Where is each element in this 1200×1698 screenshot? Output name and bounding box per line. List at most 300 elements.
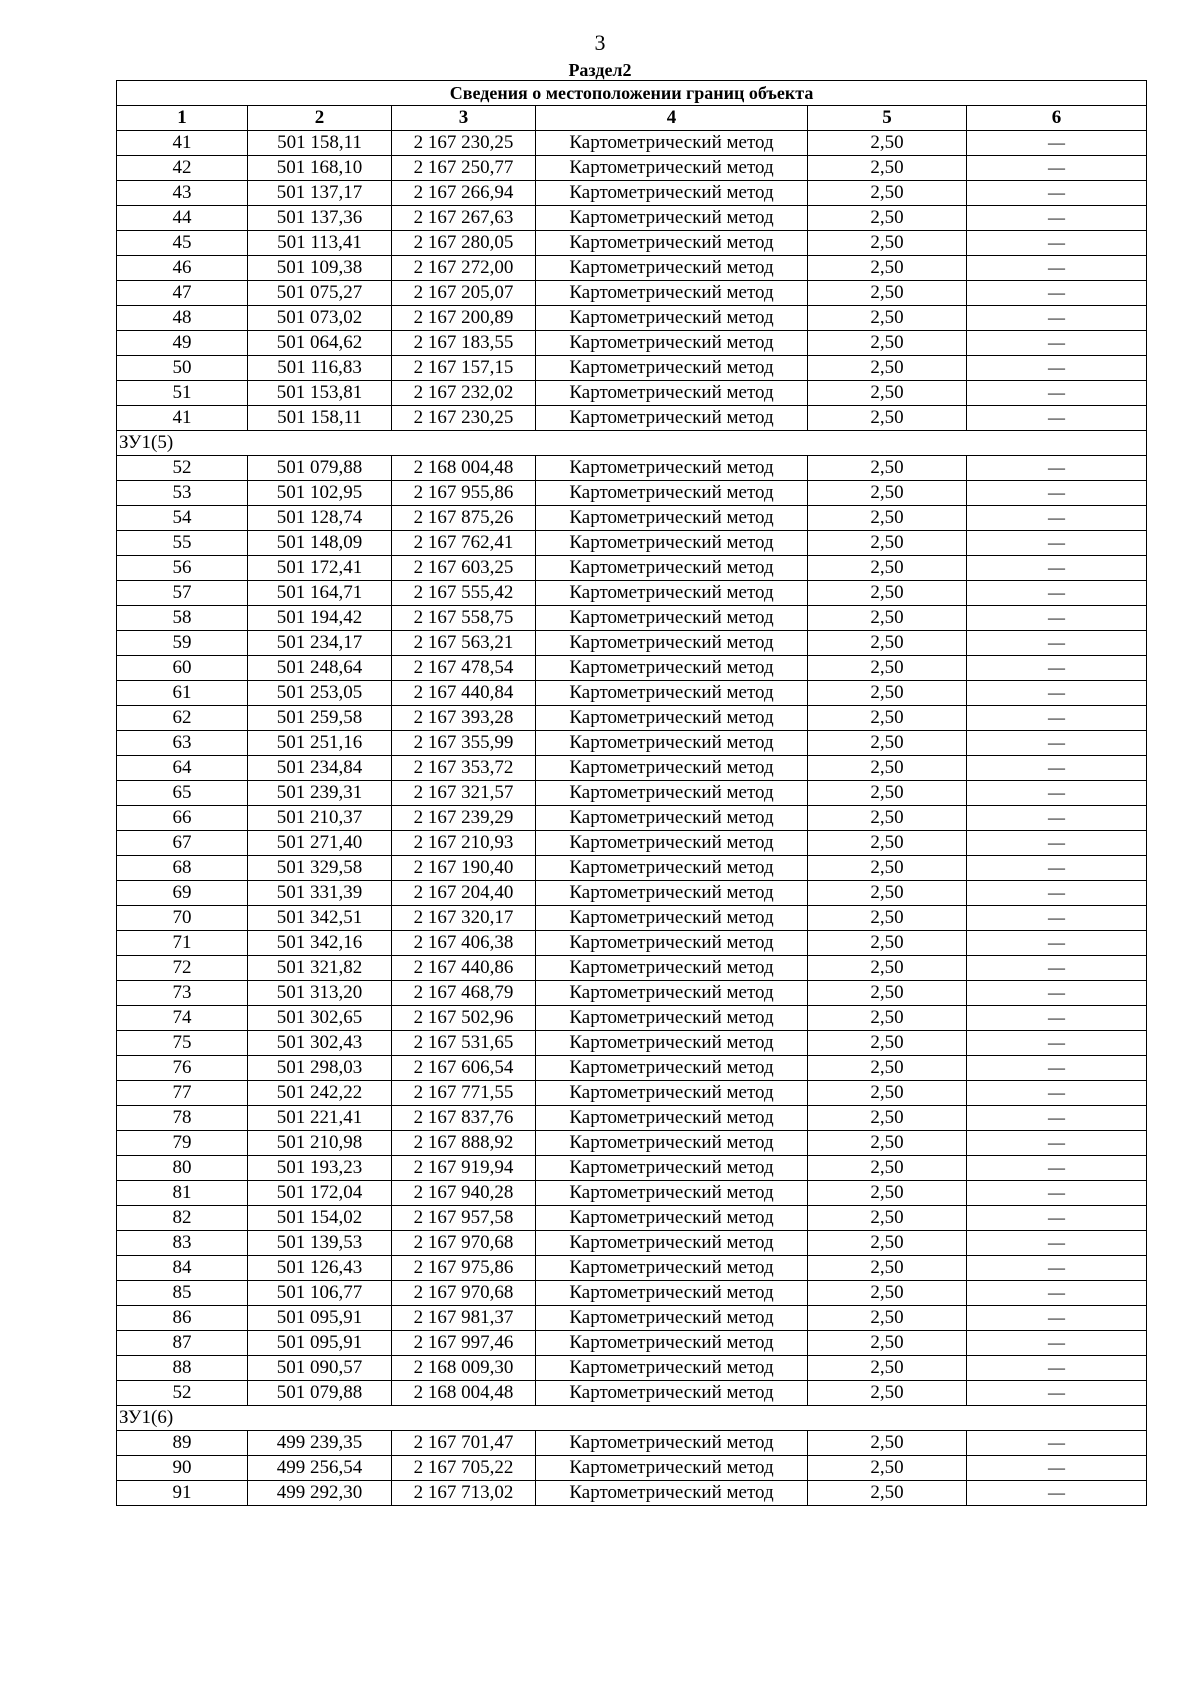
point-number-cell: 78 xyxy=(117,1106,248,1131)
x-coordinate-cell: 501 251,16 xyxy=(248,731,392,756)
point-number-cell: 67 xyxy=(117,831,248,856)
y-coordinate-cell: 2 167 266,94 xyxy=(392,181,536,206)
table-row xyxy=(117,1231,1147,1256)
method-cell: Картометрический метод xyxy=(536,281,808,306)
accuracy-cell: 2,50 xyxy=(808,1256,967,1281)
accuracy-cell: 2,50 xyxy=(808,406,967,431)
x-coordinate-cell: 501 253,05 xyxy=(248,681,392,706)
description-cell: — xyxy=(967,931,1147,956)
y-coordinate-cell: 2 168 004,48 xyxy=(392,456,536,481)
x-coordinate-cell: 501 210,37 xyxy=(248,806,392,831)
description-cell: — xyxy=(967,356,1147,381)
y-coordinate-cell: 2 167 563,21 xyxy=(392,631,536,656)
table-row xyxy=(117,406,1147,431)
description-cell: — xyxy=(967,1031,1147,1056)
point-number-cell: 46 xyxy=(117,256,248,281)
description-cell: — xyxy=(967,1231,1147,1256)
method-cell: Картометрический метод xyxy=(536,656,808,681)
method-cell: Картометрический метод xyxy=(536,1356,808,1381)
accuracy-cell: 2,50 xyxy=(808,1131,967,1156)
point-number-cell: 60 xyxy=(117,656,248,681)
description-cell: — xyxy=(967,1156,1147,1181)
table-row xyxy=(117,356,1147,381)
y-coordinate-cell: 2 167 200,89 xyxy=(392,306,536,331)
point-number-cell: 87 xyxy=(117,1331,248,1356)
x-coordinate-cell: 501 221,41 xyxy=(248,1106,392,1131)
x-coordinate-cell: 501 139,53 xyxy=(248,1231,392,1256)
table-row xyxy=(117,1381,1147,1406)
accuracy-cell: 2,50 xyxy=(808,1356,967,1381)
group-row xyxy=(117,431,1147,456)
accuracy-cell: 2,50 xyxy=(808,1181,967,1206)
x-coordinate-cell: 501 073,02 xyxy=(248,306,392,331)
point-number-cell: 43 xyxy=(117,181,248,206)
x-coordinate-cell: 501 242,22 xyxy=(248,1081,392,1106)
accuracy-cell: 2,50 xyxy=(808,1456,967,1481)
accuracy-cell: 2,50 xyxy=(808,831,967,856)
point-number-cell: 83 xyxy=(117,1231,248,1256)
method-cell: Картометрический метод xyxy=(536,1156,808,1181)
accuracy-cell: 2,50 xyxy=(808,1231,967,1256)
x-coordinate-cell: 501 075,27 xyxy=(248,281,392,306)
x-coordinate-cell: 501 302,43 xyxy=(248,1031,392,1056)
method-cell: Картометрический метод xyxy=(536,781,808,806)
column-header: 5 xyxy=(808,106,967,131)
y-coordinate-cell: 2 167 955,86 xyxy=(392,481,536,506)
point-number-cell: 79 xyxy=(117,1131,248,1156)
x-coordinate-cell: 501 090,57 xyxy=(248,1356,392,1381)
method-cell: Картометрический метод xyxy=(536,981,808,1006)
point-number-cell: 64 xyxy=(117,756,248,781)
page-number: 3 xyxy=(594,30,606,55)
description-cell: — xyxy=(967,281,1147,306)
point-number-cell: 48 xyxy=(117,306,248,331)
accuracy-cell: 2,50 xyxy=(808,731,967,756)
accuracy-cell: 2,50 xyxy=(808,1206,967,1231)
x-coordinate-cell: 501 342,16 xyxy=(248,931,392,956)
table-row xyxy=(117,1281,1147,1306)
accuracy-cell: 2,50 xyxy=(808,1031,967,1056)
x-coordinate-cell: 501 321,82 xyxy=(248,956,392,981)
accuracy-cell: 2,50 xyxy=(808,456,967,481)
table-row xyxy=(117,731,1147,756)
description-cell: — xyxy=(967,156,1147,181)
table-row xyxy=(117,131,1147,156)
x-coordinate-cell: 501 239,31 xyxy=(248,781,392,806)
y-coordinate-cell: 2 167 970,68 xyxy=(392,1281,536,1306)
x-coordinate-cell: 501 271,40 xyxy=(248,831,392,856)
x-coordinate-cell: 501 210,98 xyxy=(248,1131,392,1156)
method-cell: Картометрический метод xyxy=(536,1056,808,1081)
method-cell: Картометрический метод xyxy=(536,731,808,756)
point-number-cell: 85 xyxy=(117,1281,248,1306)
y-coordinate-cell: 2 167 440,84 xyxy=(392,681,536,706)
description-cell: — xyxy=(967,806,1147,831)
table-row xyxy=(117,1056,1147,1081)
y-coordinate-cell: 2 167 975,86 xyxy=(392,1256,536,1281)
table-row xyxy=(117,181,1147,206)
x-coordinate-cell: 501 259,58 xyxy=(248,706,392,731)
point-number-cell: 51 xyxy=(117,381,248,406)
accuracy-cell: 2,50 xyxy=(808,956,967,981)
description-cell: — xyxy=(967,206,1147,231)
method-cell: Картометрический метод xyxy=(536,581,808,606)
table-row xyxy=(117,881,1147,906)
table-row xyxy=(117,1306,1147,1331)
table-row xyxy=(117,456,1147,481)
method-cell: Картометрический метод xyxy=(536,956,808,981)
accuracy-cell: 2,50 xyxy=(808,706,967,731)
accuracy-cell: 2,50 xyxy=(808,931,967,956)
x-coordinate-cell: 501 158,11 xyxy=(248,406,392,431)
description-cell: — xyxy=(967,631,1147,656)
method-cell: Картометрический метод xyxy=(536,606,808,631)
description-cell: — xyxy=(967,581,1147,606)
table-row xyxy=(117,231,1147,256)
x-coordinate-cell: 501 106,77 xyxy=(248,1281,392,1306)
y-coordinate-cell: 2 167 157,15 xyxy=(392,356,536,381)
point-number-cell: 52 xyxy=(117,1381,248,1406)
method-cell: Картометрический метод xyxy=(536,706,808,731)
accuracy-cell: 2,50 xyxy=(808,1481,967,1506)
point-number-cell: 62 xyxy=(117,706,248,731)
x-coordinate-cell: 501 126,43 xyxy=(248,1256,392,1281)
point-number-cell: 91 xyxy=(117,1481,248,1506)
accuracy-cell: 2,50 xyxy=(808,981,967,1006)
y-coordinate-cell: 2 167 280,05 xyxy=(392,231,536,256)
point-number-cell: 74 xyxy=(117,1006,248,1031)
x-coordinate-cell: 501 313,20 xyxy=(248,981,392,1006)
description-cell: — xyxy=(967,606,1147,631)
section-title: Раздел2 xyxy=(568,60,632,80)
accuracy-cell: 2,50 xyxy=(808,581,967,606)
description-cell: — xyxy=(967,706,1147,731)
x-coordinate-cell: 501 148,09 xyxy=(248,531,392,556)
table-row xyxy=(117,1181,1147,1206)
description-cell: — xyxy=(967,781,1147,806)
column-header: 2 xyxy=(248,106,392,131)
point-number-cell: 70 xyxy=(117,906,248,931)
x-coordinate-cell: 501 154,02 xyxy=(248,1206,392,1231)
x-coordinate-cell: 501 193,23 xyxy=(248,1156,392,1181)
x-coordinate-cell: 501 079,88 xyxy=(248,1381,392,1406)
accuracy-cell: 2,50 xyxy=(808,331,967,356)
y-coordinate-cell: 2 167 232,02 xyxy=(392,381,536,406)
point-number-cell: 44 xyxy=(117,206,248,231)
method-cell: Картометрический метод xyxy=(536,1006,808,1031)
point-number-cell: 86 xyxy=(117,1306,248,1331)
description-cell: — xyxy=(967,481,1147,506)
accuracy-cell: 2,50 xyxy=(808,806,967,831)
accuracy-cell: 2,50 xyxy=(808,556,967,581)
description-cell: — xyxy=(967,1256,1147,1281)
table-row xyxy=(117,1481,1147,1506)
table-row xyxy=(117,531,1147,556)
table-row xyxy=(117,681,1147,706)
table-row xyxy=(117,1106,1147,1131)
point-number-cell: 82 xyxy=(117,1206,248,1231)
accuracy-cell: 2,50 xyxy=(808,231,967,256)
y-coordinate-cell: 2 167 183,55 xyxy=(392,331,536,356)
y-coordinate-cell: 2 168 009,30 xyxy=(392,1356,536,1381)
point-number-cell: 76 xyxy=(117,1056,248,1081)
table-row xyxy=(117,1081,1147,1106)
description-cell: — xyxy=(967,831,1147,856)
table-row xyxy=(117,1456,1147,1481)
method-cell: Картометрический метод xyxy=(536,1306,808,1331)
point-number-cell: 45 xyxy=(117,231,248,256)
y-coordinate-cell: 2 167 239,29 xyxy=(392,806,536,831)
description-cell: — xyxy=(967,556,1147,581)
accuracy-cell: 2,50 xyxy=(808,1331,967,1356)
method-cell: Картометрический метод xyxy=(536,406,808,431)
method-cell: Картометрический метод xyxy=(536,556,808,581)
description-cell: — xyxy=(967,1206,1147,1231)
description-cell: — xyxy=(967,231,1147,256)
y-coordinate-cell: 2 167 713,02 xyxy=(392,1481,536,1506)
y-coordinate-cell: 2 167 957,58 xyxy=(392,1206,536,1231)
description-cell: — xyxy=(967,656,1147,681)
description-cell: — xyxy=(967,406,1147,431)
table-row xyxy=(117,856,1147,881)
accuracy-cell: 2,50 xyxy=(808,156,967,181)
point-number-cell: 66 xyxy=(117,806,248,831)
x-coordinate-cell: 501 302,65 xyxy=(248,1006,392,1031)
table-row xyxy=(117,206,1147,231)
description-cell: — xyxy=(967,181,1147,206)
x-coordinate-cell: 501 137,17 xyxy=(248,181,392,206)
y-coordinate-cell: 2 167 190,40 xyxy=(392,856,536,881)
y-coordinate-cell: 2 167 606,54 xyxy=(392,1056,536,1081)
column-header: 1 xyxy=(117,106,248,131)
x-coordinate-cell: 499 239,35 xyxy=(248,1431,392,1456)
method-cell: Картометрический метод xyxy=(536,1031,808,1056)
accuracy-cell: 2,50 xyxy=(808,1431,967,1456)
point-number-cell: 89 xyxy=(117,1431,248,1456)
method-cell: Картометрический метод xyxy=(536,1231,808,1256)
description-cell: — xyxy=(967,1456,1147,1481)
point-number-cell: 72 xyxy=(117,956,248,981)
description-cell: — xyxy=(967,756,1147,781)
table-row xyxy=(117,581,1147,606)
table-row xyxy=(117,956,1147,981)
description-cell: — xyxy=(967,1056,1147,1081)
method-cell: Картометрический метод xyxy=(536,506,808,531)
description-cell: — xyxy=(967,1381,1147,1406)
table-row xyxy=(117,381,1147,406)
x-coordinate-cell: 501 168,10 xyxy=(248,156,392,181)
x-coordinate-cell: 501 298,03 xyxy=(248,1056,392,1081)
x-coordinate-cell: 499 292,30 xyxy=(248,1481,392,1506)
y-coordinate-cell: 2 167 205,07 xyxy=(392,281,536,306)
table-row xyxy=(117,306,1147,331)
x-coordinate-cell: 501 128,74 xyxy=(248,506,392,531)
accuracy-cell: 2,50 xyxy=(808,1306,967,1331)
point-number-cell: 52 xyxy=(117,456,248,481)
table-row xyxy=(117,281,1147,306)
accuracy-cell: 2,50 xyxy=(808,781,967,806)
method-cell: Картометрический метод xyxy=(536,906,808,931)
x-coordinate-cell: 501 095,91 xyxy=(248,1331,392,1356)
description-cell: — xyxy=(967,1356,1147,1381)
y-coordinate-cell: 2 167 502,96 xyxy=(392,1006,536,1031)
y-coordinate-cell: 2 167 940,28 xyxy=(392,1181,536,1206)
table-row xyxy=(117,1031,1147,1056)
y-coordinate-cell: 2 167 555,42 xyxy=(392,581,536,606)
point-number-cell: 53 xyxy=(117,481,248,506)
description-cell: — xyxy=(967,331,1147,356)
accuracy-cell: 2,50 xyxy=(808,681,967,706)
y-coordinate-cell: 2 168 004,48 xyxy=(392,1381,536,1406)
point-number-cell: 65 xyxy=(117,781,248,806)
accuracy-cell: 2,50 xyxy=(808,1381,967,1406)
table-row xyxy=(117,1131,1147,1156)
accuracy-cell: 2,50 xyxy=(808,856,967,881)
y-coordinate-cell: 2 167 204,40 xyxy=(392,881,536,906)
method-cell: Картометрический метод xyxy=(536,181,808,206)
point-number-cell: 61 xyxy=(117,681,248,706)
description-cell: — xyxy=(967,1331,1147,1356)
point-number-cell: 41 xyxy=(117,406,248,431)
y-coordinate-cell: 2 167 603,25 xyxy=(392,556,536,581)
method-cell: Картометрический метод xyxy=(536,1206,808,1231)
x-coordinate-cell: 501 172,04 xyxy=(248,1181,392,1206)
description-cell: — xyxy=(967,881,1147,906)
method-cell: Картометрический метод xyxy=(536,1131,808,1156)
accuracy-cell: 2,50 xyxy=(808,656,967,681)
accuracy-cell: 2,50 xyxy=(808,756,967,781)
table-row xyxy=(117,1206,1147,1231)
point-number-cell: 73 xyxy=(117,981,248,1006)
description-cell: — xyxy=(967,531,1147,556)
point-number-cell: 90 xyxy=(117,1456,248,1481)
y-coordinate-cell: 2 167 267,63 xyxy=(392,206,536,231)
x-coordinate-cell: 501 164,71 xyxy=(248,581,392,606)
description-cell: — xyxy=(967,906,1147,931)
method-cell: Картометрический метод xyxy=(536,1331,808,1356)
accuracy-cell: 2,50 xyxy=(808,881,967,906)
method-cell: Картометрический метод xyxy=(536,1106,808,1131)
point-number-cell: 81 xyxy=(117,1181,248,1206)
x-coordinate-cell: 501 109,38 xyxy=(248,256,392,281)
method-cell: Картометрический метод xyxy=(536,356,808,381)
table-row xyxy=(117,1156,1147,1181)
table-row xyxy=(117,981,1147,1006)
description-cell: — xyxy=(967,1181,1147,1206)
table-row xyxy=(117,1431,1147,1456)
description-cell: — xyxy=(967,1131,1147,1156)
description-cell: — xyxy=(967,1481,1147,1506)
table-row xyxy=(117,931,1147,956)
description-cell: — xyxy=(967,381,1147,406)
x-coordinate-cell: 501 153,81 xyxy=(248,381,392,406)
x-coordinate-cell: 501 331,39 xyxy=(248,881,392,906)
accuracy-cell: 2,50 xyxy=(808,606,967,631)
accuracy-cell: 2,50 xyxy=(808,906,967,931)
x-coordinate-cell: 499 256,54 xyxy=(248,1456,392,1481)
accuracy-cell: 2,50 xyxy=(808,1006,967,1031)
description-cell: — xyxy=(967,956,1147,981)
method-cell: Картометрический метод xyxy=(536,1481,808,1506)
method-cell: Картометрический метод xyxy=(536,481,808,506)
description-cell: — xyxy=(967,131,1147,156)
accuracy-cell: 2,50 xyxy=(808,1081,967,1106)
method-cell: Картометрический метод xyxy=(536,806,808,831)
point-number-cell: 47 xyxy=(117,281,248,306)
table-row xyxy=(117,756,1147,781)
table-row xyxy=(117,1006,1147,1031)
table-row xyxy=(117,156,1147,181)
method-cell: Картометрический метод xyxy=(536,206,808,231)
table-row xyxy=(117,606,1147,631)
y-coordinate-cell: 2 167 701,47 xyxy=(392,1431,536,1456)
method-cell: Картометрический метод xyxy=(536,831,808,856)
table-row xyxy=(117,831,1147,856)
y-coordinate-cell: 2 167 210,93 xyxy=(392,831,536,856)
accuracy-cell: 2,50 xyxy=(808,531,967,556)
point-number-cell: 75 xyxy=(117,1031,248,1056)
point-number-cell: 42 xyxy=(117,156,248,181)
description-cell: — xyxy=(967,856,1147,881)
description-cell: — xyxy=(967,681,1147,706)
point-number-cell: 49 xyxy=(117,331,248,356)
method-cell: Картометрический метод xyxy=(536,531,808,556)
table-row xyxy=(117,556,1147,581)
table-row xyxy=(117,506,1147,531)
method-cell: Картометрический метод xyxy=(536,631,808,656)
x-coordinate-cell: 501 329,58 xyxy=(248,856,392,881)
boundary-coordinates-table xyxy=(116,80,1147,1506)
x-coordinate-cell: 501 342,51 xyxy=(248,906,392,931)
y-coordinate-cell: 2 167 321,57 xyxy=(392,781,536,806)
x-coordinate-cell: 501 172,41 xyxy=(248,556,392,581)
accuracy-cell: 2,50 xyxy=(808,356,967,381)
y-coordinate-cell: 2 167 478,54 xyxy=(392,656,536,681)
description-cell: — xyxy=(967,1081,1147,1106)
y-coordinate-cell: 2 167 531,65 xyxy=(392,1031,536,1056)
y-coordinate-cell: 2 167 558,75 xyxy=(392,606,536,631)
table-row xyxy=(117,806,1147,831)
description-cell: — xyxy=(967,1281,1147,1306)
method-cell: Картометрический метод xyxy=(536,881,808,906)
method-cell: Картометрический метод xyxy=(536,1456,808,1481)
accuracy-cell: 2,50 xyxy=(808,1156,967,1181)
x-coordinate-cell: 501 137,36 xyxy=(248,206,392,231)
method-cell: Картометрический метод xyxy=(536,1081,808,1106)
method-cell: Картометрический метод xyxy=(536,1181,808,1206)
description-cell: — xyxy=(967,456,1147,481)
accuracy-cell: 2,50 xyxy=(808,1281,967,1306)
y-coordinate-cell: 2 167 250,77 xyxy=(392,156,536,181)
accuracy-cell: 2,50 xyxy=(808,506,967,531)
y-coordinate-cell: 2 167 393,28 xyxy=(392,706,536,731)
y-coordinate-cell: 2 167 406,38 xyxy=(392,931,536,956)
accuracy-cell: 2,50 xyxy=(808,206,967,231)
y-coordinate-cell: 2 167 997,46 xyxy=(392,1331,536,1356)
method-cell: Картометрический метод xyxy=(536,856,808,881)
group-label: ЗУ1(6) xyxy=(117,1406,1147,1431)
point-number-cell: 57 xyxy=(117,581,248,606)
point-number-cell: 56 xyxy=(117,556,248,581)
group-row xyxy=(117,1406,1147,1431)
table-row xyxy=(117,256,1147,281)
y-coordinate-cell: 2 167 919,94 xyxy=(392,1156,536,1181)
y-coordinate-cell: 2 167 981,37 xyxy=(392,1306,536,1331)
x-coordinate-cell: 501 248,64 xyxy=(248,656,392,681)
y-coordinate-cell: 2 167 468,79 xyxy=(392,981,536,1006)
table-row xyxy=(117,1356,1147,1381)
method-cell: Картометрический метод xyxy=(536,1381,808,1406)
